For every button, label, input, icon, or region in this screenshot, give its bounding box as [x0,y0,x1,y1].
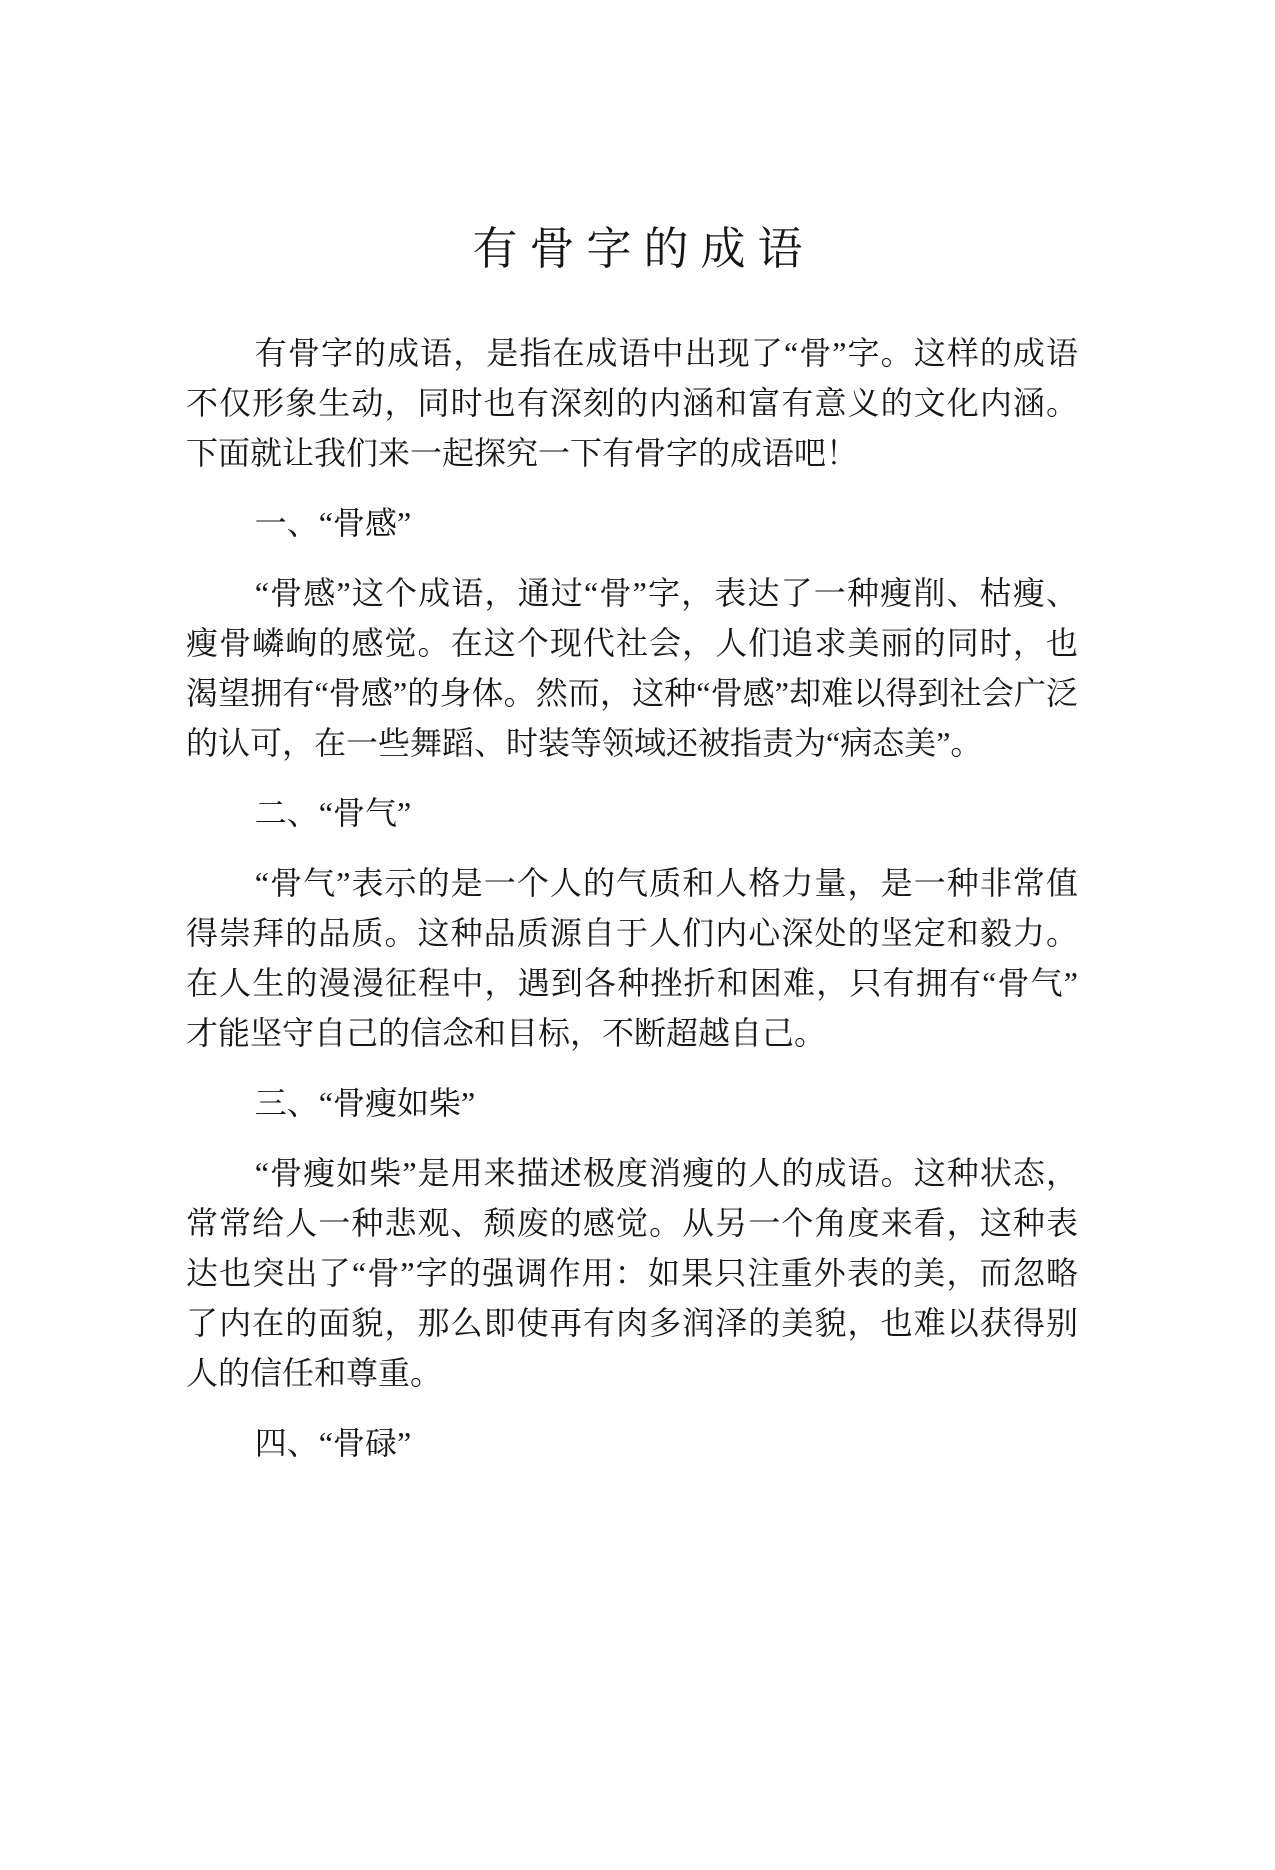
document-page [0,220,1275,1870]
section-heading: 二、“骨气” [254,795,412,831]
document-body [186,328,1078,1468]
section-heading: 三、“骨瘦如柴” [254,1085,476,1121]
section-heading: 四、“骨碌” [254,1425,412,1461]
paragraph: 有骨字的成语，是指在成语中出现了“骨”字。这样的成语不仅形象生动，同时也有深刻的内涵和富有意义的文化内涵。下面就让我们来一起探究一下有骨字的成语吧！ [186,335,1078,471]
paragraph: “骨感”这个成语，通过“骨”字，表达了一种瘦削、枯瘦、瘦骨嶙峋的感觉。在这个现代社会，人们追求美丽的同时，也渴望拥有“骨感”的身体。然而，这种“骨感”却难以得到社会广泛的认可，在一些舞蹈、时装等领域还被指责为“病态美”。 [186,575,1078,761]
section-heading: 一、“骨感” [254,505,412,541]
document-title: 有骨字的成语 [472,224,815,274]
paragraph: “骨瘦如柴”是用来描述极度消瘦的人的成语。这种状态，常常给人一种悲观、颓废的感觉。从另一个角度来看，这种表达也突出了“骨”字的强调作用：如果只注重外表的美，而忽略了内在的面貌，那么即使再有肉多润泽的美貌，也难以获得别人的信任和尊重。 [186,1155,1078,1391]
paragraph: “骨气”表示的是一个人的气质和人格力量，是一种非常值得崇拜的品质。这种品质源自于人们内心深处的坚定和毅力。在人生的漫漫征程中，遇到各种挫折和困难，只有拥有“骨气”才能坚守自己的信念和目标，不断超越自己。 [186,865,1078,1051]
